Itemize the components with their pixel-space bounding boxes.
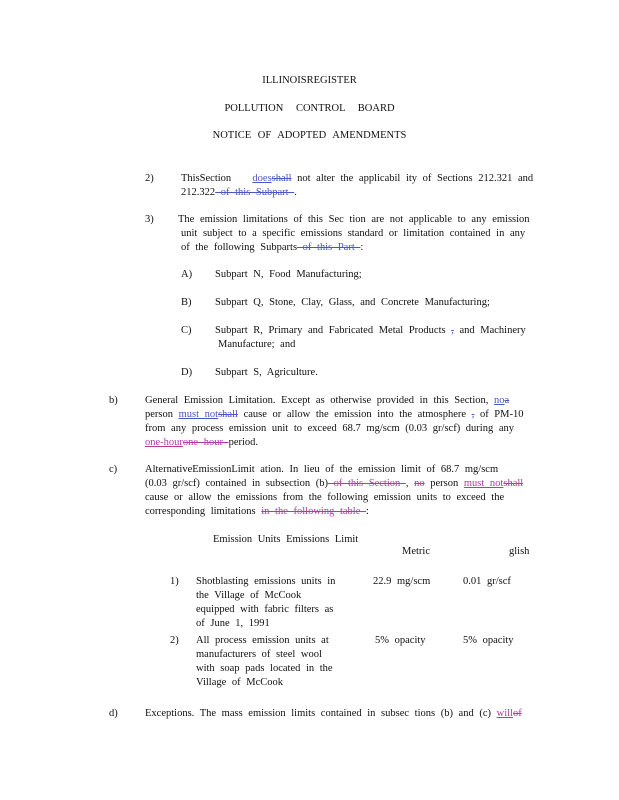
deleted-text: , [451,325,454,336]
subpart-c-line-2: Manufacture; and [218,339,296,350]
subpart-c-text: Subpart R, Primary and Fabricated Metal Products [215,325,452,336]
item-3-text: of the following Subparts [181,242,298,253]
section-c-line-4 [145,505,369,518]
table-row-2-number: 2) [170,635,179,646]
item-3-line-3 [181,241,363,254]
subpart-d-text: Subpart S, Agriculture. [215,367,318,378]
item-2-line-1 [181,172,533,185]
item-2-line-2 [181,186,297,199]
section-b-text: person [145,409,179,420]
deleted-text: shall [218,409,238,420]
board-title: POLLUTION CONTROL BOARD [224,103,395,114]
inserted-text: no [494,395,505,406]
section-c-text: , [405,478,415,489]
section-d-line-1 [145,707,522,720]
inserted-text: must not [463,478,504,489]
section-b-label: b) [109,395,118,406]
table-row-2-line: All process emission units at [196,635,329,646]
section-c-line-2 [145,477,523,490]
table-row-2-english: 5% opacity [463,635,514,646]
notice-title: NOTICE OF ADOPTED AMENDMENTS [212,130,407,141]
table-row-1-line: of June 1, 1991 [196,618,270,629]
subpart-a-text: Subpart N, Food Manufacturing; [215,269,362,280]
section-c-text: corresponding limitations [145,506,262,517]
deleted-text: one hour [182,437,229,448]
section-b-text: cause or allow the emission into the atmosphere [237,409,472,420]
section-c-text: : [365,506,369,517]
inserted-text: does [252,173,272,184]
table-row-1-metric: 22.9 mg/scm [373,576,431,587]
section-b-line-1 [145,394,509,407]
subpart-c-text: and Machinery [453,325,526,336]
deleted-text: in the following table [261,506,366,517]
section-b-line-3: from any process emission unit to exceed 68.7 mg/scm (0.03 gr/scf) during any [145,423,515,434]
deleted-text: , [471,409,475,420]
table-header-metric: Metric [402,546,430,557]
table-header-english: glish [509,546,530,557]
table-row-2-line: manufacturers of steel wool [196,649,322,660]
section-b-line-2 [145,408,523,421]
section-b-text: General Emission Limitation. Except as otherwise provided in this Section, [145,395,495,406]
section-c-line-3: cause or allow the emissions from the following emission units to exceed the [145,492,505,503]
deleted-text: a [504,395,510,406]
table-row-1-line: the Village of McCook [196,590,302,601]
item-3-line-2: unit subject to a specific emissions standard or limitation contained in any [181,228,526,239]
register-title: ILLINOISREGISTER [262,75,357,86]
item-2-text: 212.322 [181,187,216,198]
subpart-c-line-1 [215,324,526,337]
item-2-text: not alter the applicabil ity of Sections 212.321 and [291,173,534,184]
section-c-label: c) [109,464,118,475]
subpart-d-label: D) [181,367,193,378]
table-row-1-number: 1) [170,576,179,587]
section-b-text: of PM-10 [474,409,524,420]
section-c-text: (0.03 gr/scf) contained in subsection (b) [145,478,328,489]
item-2-number: 2) [145,173,154,184]
section-b-text: period. [228,437,259,448]
table-row-2-metric: 5% opacity [375,635,426,646]
table-row-2-line: with soap pads located in the [196,663,333,674]
subpart-a-label: A) [181,269,193,280]
section-d-text: Exceptions. The mass emission limits contained in subsec tions (b) and (c) [145,708,497,719]
subpart-b-label: B) [181,297,192,308]
subpart-c-label: C) [181,325,192,336]
deleted-text: of [512,708,522,719]
item-3-text: : [360,242,364,253]
section-d-label: d) [109,708,118,719]
inserted-text: one-hour [145,437,183,448]
item-3-line-1: The emission limitations of this Sec tion are not applicable to any emission [178,214,530,225]
table-row-1-english: 0.01 gr/scf [463,576,511,587]
deleted-text: of this Subpart [215,187,295,198]
table-row-1-line: equipped with fabric filters as [196,604,334,615]
inserted-text: must not [178,409,219,420]
deleted-text: shall [271,173,292,184]
deleted-text: of this Part [297,242,361,253]
item-2-text: . [294,187,297,198]
subpart-b-text: Subpart Q, Stone, Clay, Glass, and Concrete Manufacturing; [215,297,490,308]
deleted-text: no [414,478,425,489]
section-c-line-1: AlternativeEmissionLimit ation. In lieu of the emission limit of 68.7 mg/scm [145,464,499,475]
deleted-text: shall [503,478,524,489]
item-3-number: 3) [145,214,154,225]
item-2-text: ThisSection [181,173,232,184]
section-b-line-4 [145,436,258,449]
table-row-1-line: Shotblasting emissions units in [196,576,336,587]
table-title: Emission Units Emissions Limit [213,534,359,545]
deleted-text: of this Section [327,478,406,489]
inserted-text: will [496,708,513,719]
table-row-2-line: Village of McCook [196,677,284,688]
section-c-text: person [424,478,464,489]
